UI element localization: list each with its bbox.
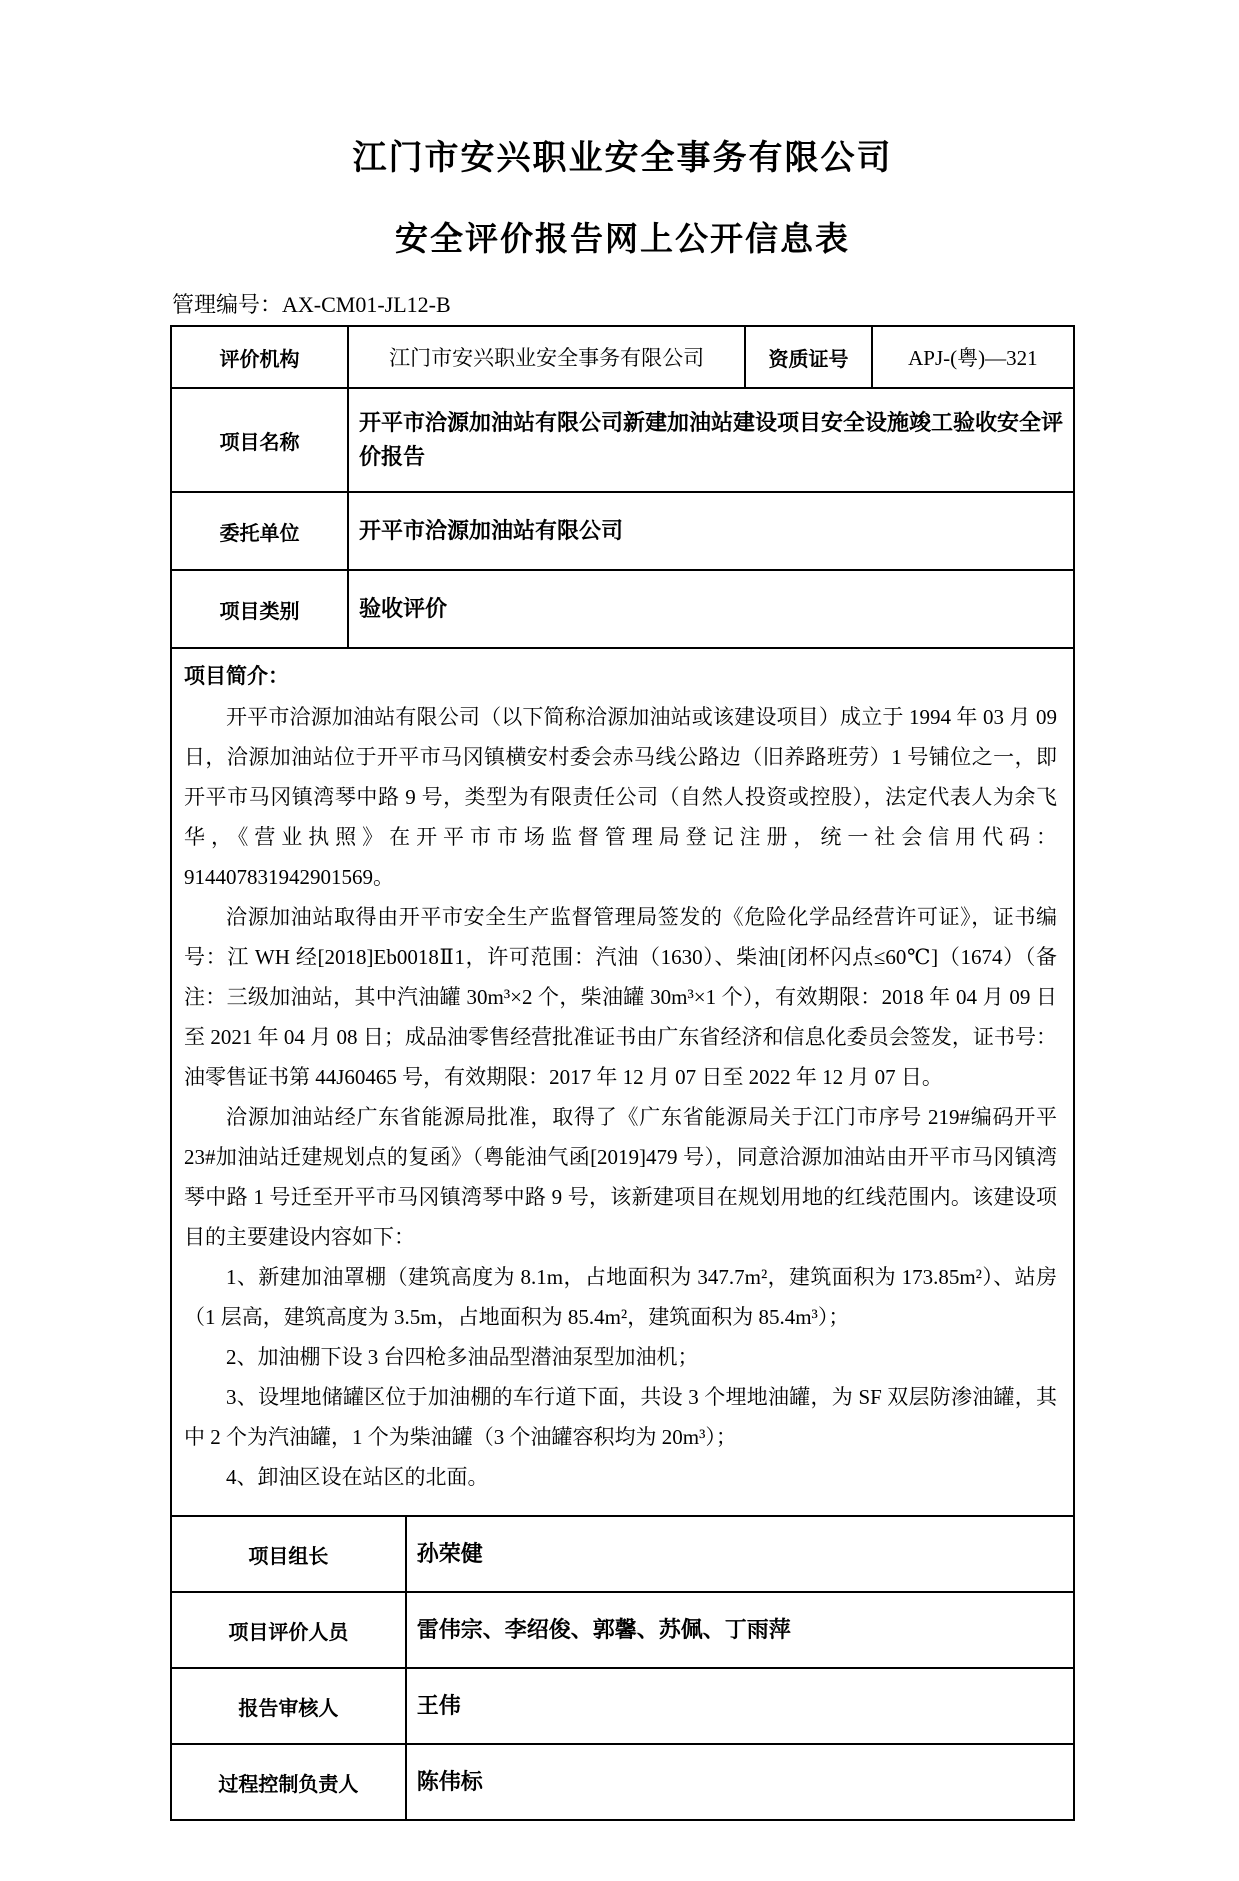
info-table — [170, 325, 1075, 649]
process-controller-value: 陈伟标 — [406, 1744, 1074, 1820]
org-value: 江门市安兴职业安全事务有限公司 — [348, 326, 745, 388]
personnel-table — [170, 1515, 1075, 1821]
reviewer-value: 王伟 — [406, 1668, 1074, 1744]
cert-label: 资质证号 — [745, 326, 871, 388]
page-subtitle: 安全评价报告网上公开信息表 — [395, 220, 850, 257]
reviewer-label: 报告审核人 — [171, 1668, 406, 1744]
intro-paragraph: 洽源加油站取得由开平市安全生产监督管理局签发的《危险化学品经营许可证》，证书编号：江 WH 经[2018]Eb0018Ⅱ1，许可范围：汽油（1630）、柴油[闭杯闪点≤60℃]（1674）（备注：三级加油站，其中汽油罐 30m³×2 个，柴油罐 30m³×1 个），有效期限：2018 年 04 月 09 日至 2021 年 04 月 08 日；成品油零售经营批准证书由广东省经济和信息化委员会签发，证书号：油零售证书第 44J60465 号，有效期限：2017 年 12 月 07 日至 2022 年 12 月 07 日。 — [184, 905, 1057, 1089]
intro-paragraph: 开平市洽源加油站有限公司（以下简称洽源加油站或该建设项目）成立于 1994 年 03 月 09 日，洽源加油站位于开平市马冈镇横安村委会赤马线公路边（旧养路班劳）1 号铺位之一，即开平市马冈镇湾琴中路 9 号，类型为有限责任公司（自然人投资或控股），法定代表人为余飞华，《营业执照》在开平市市场监督管理局登记注册，统一社会信用代码：914407831942901569。 — [184, 705, 1057, 889]
table-row — [171, 570, 1074, 648]
category-value: 验收评价 — [348, 570, 1074, 648]
table-row — [171, 1744, 1074, 1820]
intro-paragraph: 洽源加油站经广东省能源局批准，取得了《广东省能源局关于江门市序号 219#编码开平 23#加油站迁建规划点的复函》（粤能油气函[2019]479 号），同意洽源加油站由开平市马冈镇湾琴中路 1 号迁至开平市马冈镇湾琴中路 9 号，该新建项目在规划用地的红线范围内。该建设项目的主要建设内容如下： — [184, 1105, 1057, 1249]
table-row — [171, 492, 1074, 570]
org-label: 评价机构 — [171, 326, 348, 388]
table-row — [171, 388, 1074, 492]
intro-heading: 项目简介： — [184, 665, 289, 688]
table-row — [171, 326, 1074, 388]
intro-paragraph: 4、卸油区设在站区的北面。 — [226, 1465, 489, 1489]
doc-number-label: 管理编号： — [172, 292, 283, 317]
table-row — [171, 1592, 1074, 1668]
client-label: 委托单位 — [171, 492, 348, 570]
client-value: 开平市洽源加油站有限公司 — [348, 492, 1074, 570]
project-name-label: 项目名称 — [171, 388, 348, 492]
process-controller-label: 过程控制负责人 — [171, 1744, 406, 1820]
cert-value: APJ-(粤)—321 — [872, 326, 1074, 388]
intro-paragraph: 3、设埋地储罐区位于加油棚的车行道下面，共设 3 个埋地油罐，为 SF 双层防渗油罐，其中 2 个为汽油罐，1 个为柴油罐（3 个油罐容积均为 20m³）； — [184, 1385, 1057, 1449]
table-row — [171, 1516, 1074, 1592]
evaluators-label: 项目评价人员 — [171, 1592, 406, 1668]
table-row — [171, 1668, 1074, 1744]
leader-value: 孙荣健 — [406, 1516, 1074, 1592]
page-title: 江门市安兴职业安全事务有限公司 — [352, 139, 893, 177]
leader-label: 项目组长 — [171, 1516, 406, 1592]
doc-number-value: AX-CM01-JL12-B — [282, 292, 451, 317]
intro-paragraph: 2、加油棚下设 3 台四枪多油品型潜油泵型加油机； — [226, 1345, 699, 1369]
project-intro-section — [170, 649, 1075, 1517]
doc-number-line — [172, 288, 1075, 319]
evaluators-value: 雷伟宗、李绍俊、郭馨、苏佩、丁雨萍 — [406, 1592, 1074, 1668]
category-label: 项目类别 — [171, 570, 348, 648]
project-name-value: 开平市洽源加油站有限公司新建加油站建设项目安全设施竣工验收安全评价报告 — [348, 388, 1074, 492]
intro-paragraph: 1、新建加油罩棚（建筑高度为 8.1m，占地面积为 347.7m²，建筑面积为 173.85m²）、站房（1 层高，建筑高度为 3.5m，占地面积为 85.4m²，建筑面积为 85.4m³）； — [184, 1265, 1057, 1329]
